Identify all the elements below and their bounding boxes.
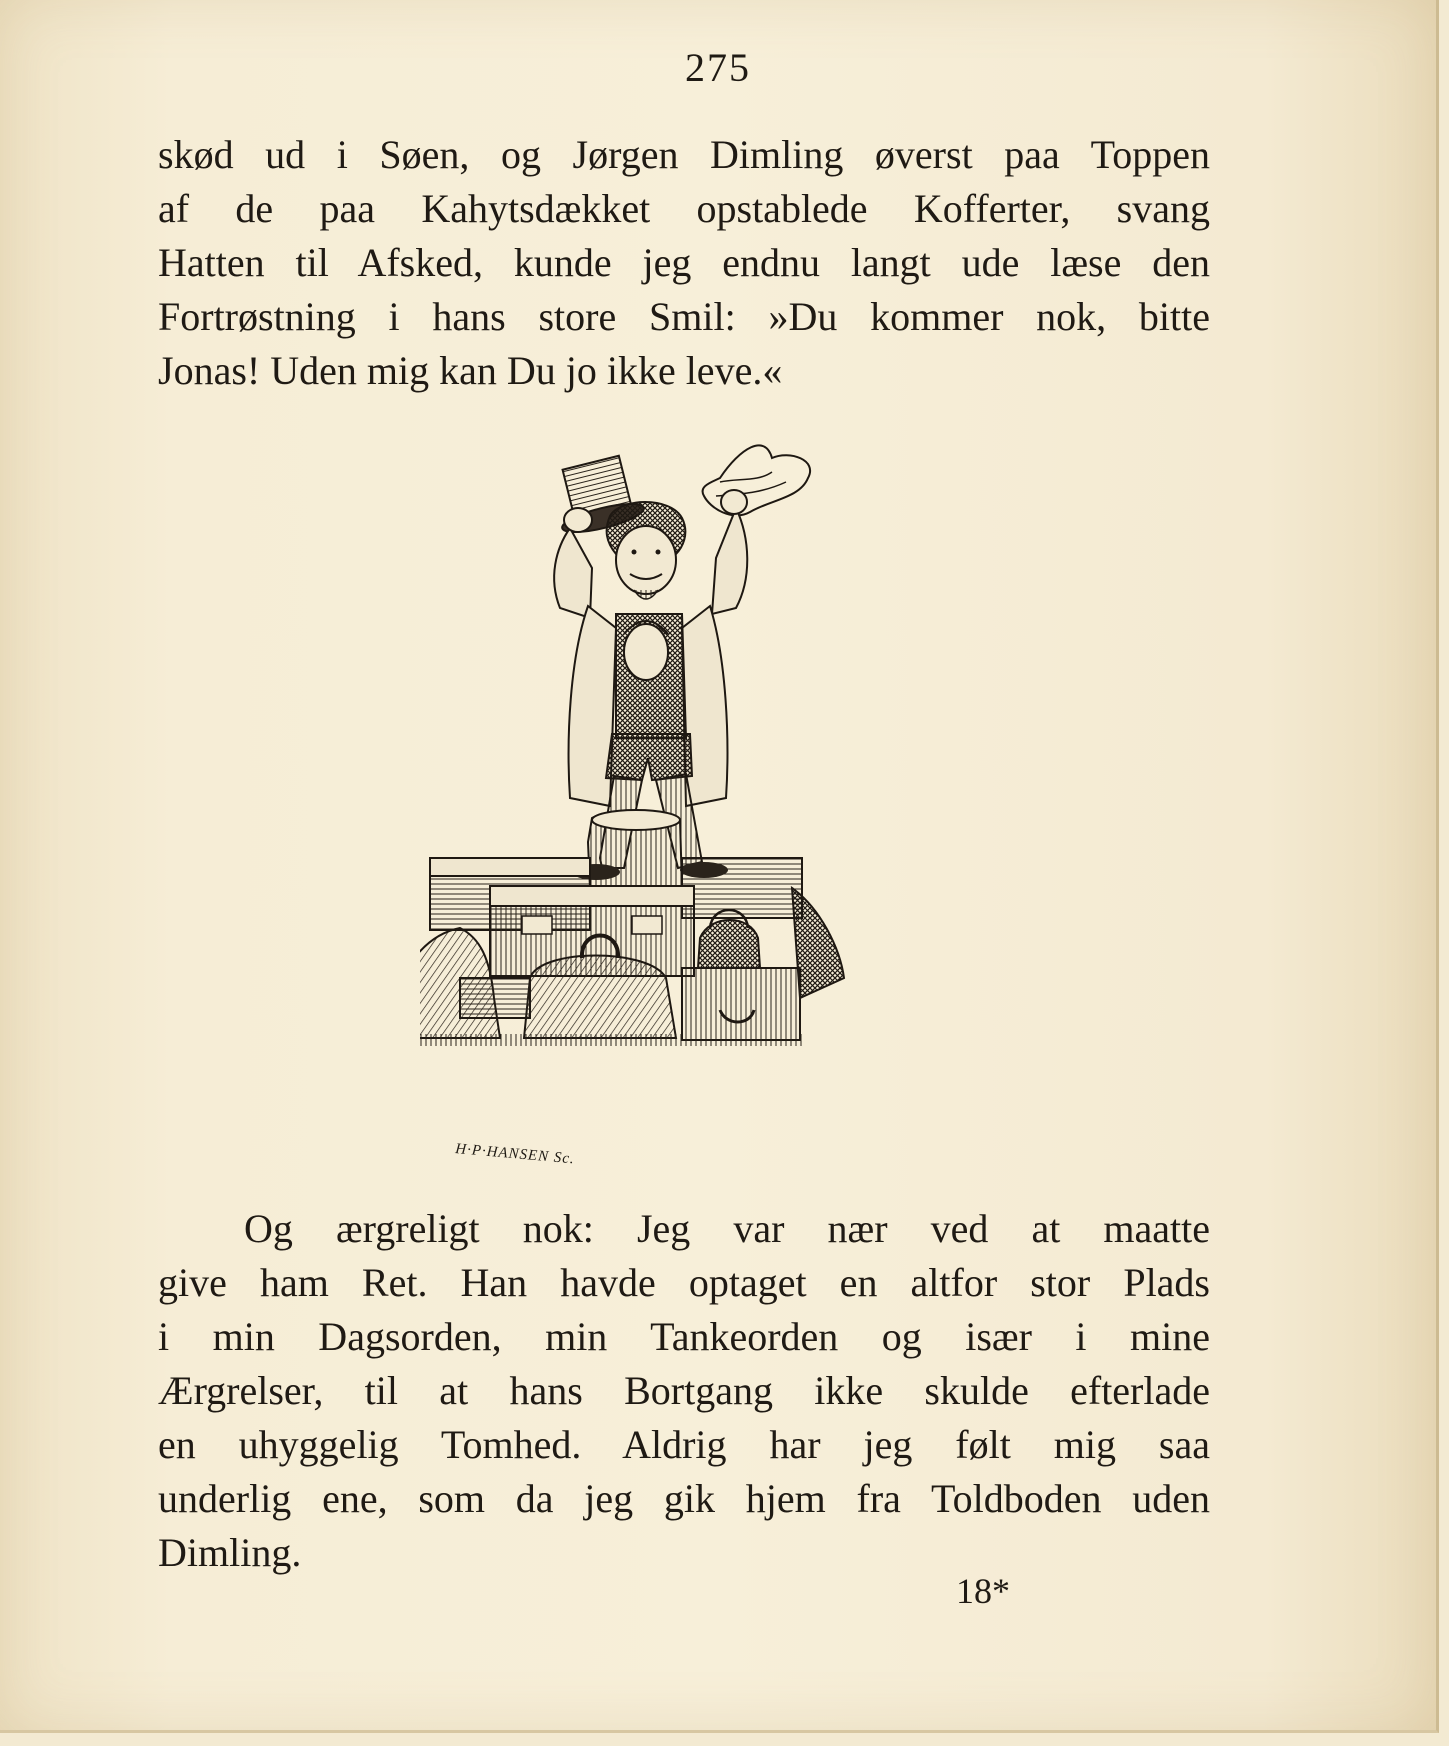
paragraph-top <box>158 128 1210 398</box>
text-line: Fortrøstning i hans store Smil: »Du kommer nok, bitte <box>158 294 1210 339</box>
signature-mark: 18* <box>956 1571 1010 1611</box>
text-line: af de paa Kahytsdækket opstablede Kofferter, svang <box>158 186 1210 231</box>
text-line: Og ærgreligt nok: Jeg var nær ved at maatte <box>244 1206 1210 1251</box>
text-line: Dimling. <box>158 1530 302 1575</box>
page-number: 275 <box>685 45 751 90</box>
man-on-luggage-illustration <box>420 438 940 1178</box>
artist-signature: H·P·HANSEN Sc. <box>454 1141 576 1168</box>
handkerchief-icon <box>703 445 811 515</box>
luggage-pile-icon <box>420 810 844 1046</box>
text-line: en uhyggelig Tomhed. Aldrig har jeg følt mig saa <box>158 1422 1210 1467</box>
text-line: i min Dagsorden, min Tankeorden og især i mine <box>158 1314 1210 1359</box>
text-line: underlig ene, som da jeg gik hjem fra Toldboden uden <box>158 1476 1210 1521</box>
text-line: Ærgrelser, til at hans Bortgang ikke skulde efterlade <box>158 1368 1210 1413</box>
text-line: skød ud i Søen, og Jørgen Dimling øverst paa Toppen <box>158 132 1210 177</box>
text-line: Hatten til Afsked, kunde jeg endnu langt ude læse den <box>158 240 1210 285</box>
text-line: give ham Ret. Han havde optaget en altfor stor Plads <box>158 1260 1210 1305</box>
head-icon <box>607 502 686 599</box>
money-pouch-icon <box>624 624 668 680</box>
paragraph-bottom <box>158 1202 1210 1580</box>
text-line: Jonas! Uden mig kan Du jo ikke leve.« <box>158 348 783 393</box>
